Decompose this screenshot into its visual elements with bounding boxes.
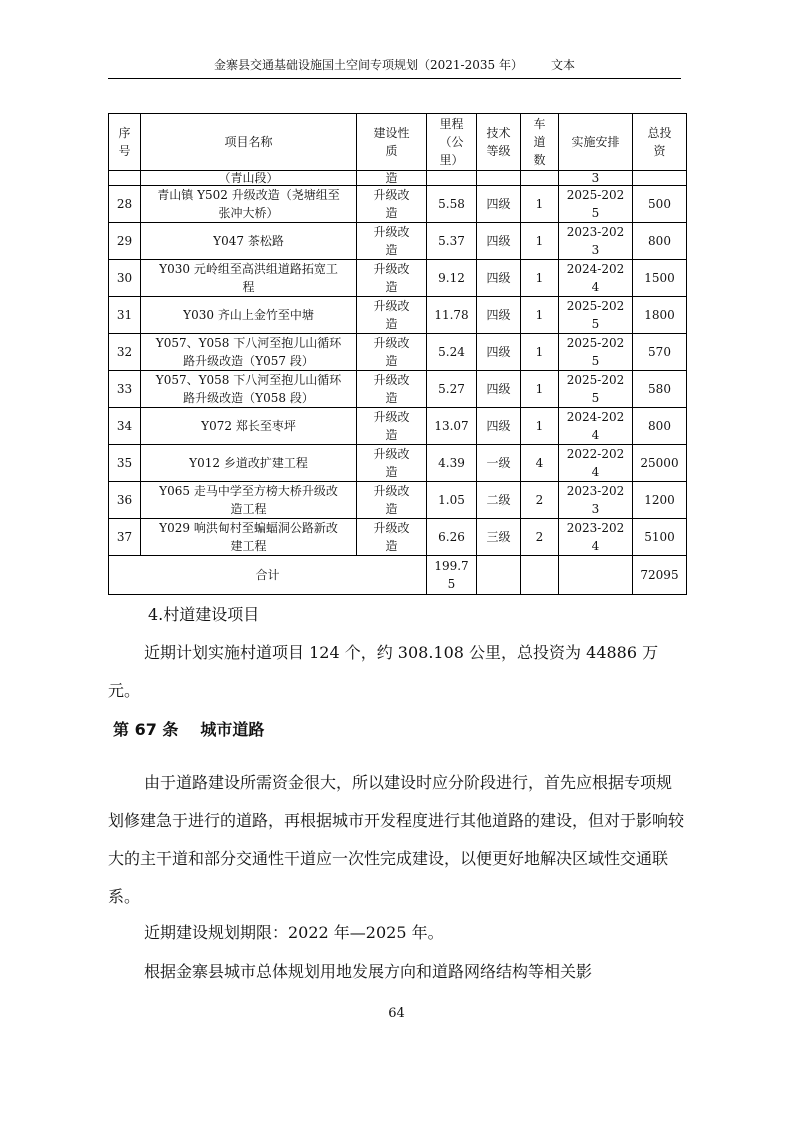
cell-nature: 升级改 造 xyxy=(357,482,427,519)
table-row xyxy=(109,223,687,260)
cell-grade: 四级 xyxy=(477,186,521,223)
table-row-continuation xyxy=(109,171,687,186)
cell-lanes: 1 xyxy=(521,260,559,297)
total-empty-schedule xyxy=(559,556,633,595)
paragraph-development-direction: 根据金寨县城市总体规划用地发展方向和道路网络结构等相关影 xyxy=(144,962,593,981)
cell-grade: 四级 xyxy=(477,408,521,445)
cell-grade: 四级 xyxy=(477,260,521,297)
cell-name: Y072 郑长至枣坪 xyxy=(141,408,357,445)
cell-grade: 一级 xyxy=(477,445,521,482)
cell-name: （青山段） xyxy=(141,171,357,186)
article-heading xyxy=(113,717,264,740)
table-row xyxy=(109,297,687,334)
cell-investment: 570 xyxy=(633,334,687,371)
cell-no: 34 xyxy=(109,408,141,445)
cell-no: 30 xyxy=(109,260,141,297)
cell-mileage: 5.37 xyxy=(427,223,477,260)
column-header-lanes: 车 道 数 xyxy=(521,114,559,171)
cell-mileage: 5.58 xyxy=(427,186,477,223)
cell-investment: 500 xyxy=(633,186,687,223)
table-row xyxy=(109,334,687,371)
cell-no: 31 xyxy=(109,297,141,334)
total-label: 合计 xyxy=(109,556,427,595)
cell-name: Y012 乡道改扩建工程 xyxy=(141,445,357,482)
column-header-grade: 技术 等级 xyxy=(477,114,521,171)
table-row xyxy=(109,260,687,297)
cell-lanes: 1 xyxy=(521,297,559,334)
cell-schedule: 2023-202 3 xyxy=(559,482,633,519)
section-subheading: 4.村道建设项目 xyxy=(148,605,260,624)
page-number: 64 xyxy=(388,1006,405,1021)
cell-name: Y065 走马中学至方榜大桥升级改 造工程 xyxy=(141,482,357,519)
table-total-row xyxy=(109,556,687,595)
cell-schedule: 2022-202 4 xyxy=(559,445,633,482)
column-header-investment: 总投 资 xyxy=(633,114,687,171)
cell-nature: 升级改 造 xyxy=(357,334,427,371)
document-title: 金寨县交通基础设施国土空间专项规划（2021-2035 年） xyxy=(214,58,523,72)
cell-nature: 升级改 造 xyxy=(357,519,427,556)
cell-mileage: 9.12 xyxy=(427,260,477,297)
total-empty-grade xyxy=(477,556,521,595)
cell-schedule: 2025-202 5 xyxy=(559,334,633,371)
column-header-mileage: 里程 （公 里） xyxy=(427,114,477,171)
cell-lanes: 1 xyxy=(521,408,559,445)
cell-name: Y029 响洪甸村至蝙蝠洞公路新改 建工程 xyxy=(141,519,357,556)
cell-investment: 800 xyxy=(633,408,687,445)
cell-nature: 造 xyxy=(357,171,427,186)
cell-investment: 800 xyxy=(633,223,687,260)
column-header-nature: 建设性 质 xyxy=(357,114,427,171)
page-header xyxy=(108,56,681,79)
cell-lanes: 2 xyxy=(521,519,559,556)
cell-schedule: 2023-202 3 xyxy=(559,223,633,260)
cell-mileage: 5.24 xyxy=(427,334,477,371)
column-header-name: 项目名称 xyxy=(141,114,357,171)
cell-no xyxy=(109,171,141,186)
cell-no: 36 xyxy=(109,482,141,519)
column-header-schedule: 实施安排 xyxy=(559,114,633,171)
cell-investment: 5100 xyxy=(633,519,687,556)
cell-lanes: 4 xyxy=(521,445,559,482)
cell-name: Y030 齐山上金竹至中塘 xyxy=(141,297,357,334)
cell-nature: 升级改 造 xyxy=(357,297,427,334)
cell-name: Y057、Y058 下八河至抱儿山循环 路升级改造（Y058 段） xyxy=(141,371,357,408)
cell-lanes: 1 xyxy=(521,223,559,260)
cell-grade xyxy=(477,171,521,186)
cell-grade: 四级 xyxy=(477,223,521,260)
table-row xyxy=(109,186,687,223)
cell-schedule: 2024-202 4 xyxy=(559,260,633,297)
cell-investment: 1200 xyxy=(633,482,687,519)
cell-mileage: 13.07 xyxy=(427,408,477,445)
cell-mileage: 5.27 xyxy=(427,371,477,408)
table-row xyxy=(109,519,687,556)
cell-no: 32 xyxy=(109,334,141,371)
paragraph-construction-phases: 由于道路建设所需资金很大，所以建设时应分阶段进行，首先应根据专项规划修建急于进行的道路，再根据城市开发程度进行其他道路的建设，但对于影响较大的主干道和部分交通性干道应一次性完成建设，以便更好地解决区域性交通联系。 xyxy=(108,773,685,906)
cell-investment xyxy=(633,171,687,186)
cell-schedule: 2024-202 4 xyxy=(559,408,633,445)
cell-mileage: 11.78 xyxy=(427,297,477,334)
cell-name: Y030 元岭组至高洪组道路拓宽工 程 xyxy=(141,260,357,297)
table-row xyxy=(109,408,687,445)
cell-schedule: 3 xyxy=(559,171,633,186)
cell-name: Y057、Y058 下八河至抱儿山循环 路升级改造（Y057 段） xyxy=(141,334,357,371)
total-empty-lanes xyxy=(521,556,559,595)
table-row xyxy=(109,371,687,408)
cell-investment: 1800 xyxy=(633,297,687,334)
article-number: 第 67 条 xyxy=(113,720,179,739)
cell-investment: 580 xyxy=(633,371,687,408)
cell-nature: 升级改 造 xyxy=(357,408,427,445)
paragraph-planning-period: 近期建设规划期限：2022 年—2025 年。 xyxy=(144,923,444,942)
cell-no: 35 xyxy=(109,445,141,482)
column-header-no: 序 号 xyxy=(109,114,141,171)
cell-no: 29 xyxy=(109,223,141,260)
paragraph-village-roads: 近期计划实施村道项目 124 个，约 308.108 公里，总投资为 44886 万元。 xyxy=(108,643,659,700)
document-type: 文本 xyxy=(550,58,575,72)
cell-lanes xyxy=(521,171,559,186)
article-title: 城市道路 xyxy=(200,720,265,739)
cell-nature: 升级改 造 xyxy=(357,186,427,223)
cell-nature: 升级改 造 xyxy=(357,223,427,260)
cell-grade: 四级 xyxy=(477,334,521,371)
cell-no: 37 xyxy=(109,519,141,556)
cell-grade: 四级 xyxy=(477,297,521,334)
cell-schedule: 2025-202 5 xyxy=(559,371,633,408)
cell-name: 青山镇 Y502 升级改造（尧塘组至 张冲大桥） xyxy=(141,186,357,223)
cell-no: 28 xyxy=(109,186,141,223)
cell-grade: 二级 xyxy=(477,482,521,519)
project-table xyxy=(108,113,687,595)
table-row xyxy=(109,482,687,519)
cell-lanes: 1 xyxy=(521,334,559,371)
cell-schedule: 2025-202 5 xyxy=(559,297,633,334)
table-row xyxy=(109,445,687,482)
cell-mileage xyxy=(427,171,477,186)
cell-schedule: 2023-202 4 xyxy=(559,519,633,556)
total-mileage: 199.7 5 xyxy=(427,556,477,595)
cell-investment: 25000 xyxy=(633,445,687,482)
total-investment: 72095 xyxy=(633,556,687,595)
cell-lanes: 1 xyxy=(521,186,559,223)
cell-lanes: 2 xyxy=(521,482,559,519)
cell-mileage: 6.26 xyxy=(427,519,477,556)
cell-lanes: 1 xyxy=(521,371,559,408)
cell-nature: 升级改 造 xyxy=(357,371,427,408)
cell-investment: 1500 xyxy=(633,260,687,297)
cell-grade: 四级 xyxy=(477,371,521,408)
cell-mileage: 1.05 xyxy=(427,482,477,519)
cell-mileage: 4.39 xyxy=(427,445,477,482)
cell-nature: 升级改 造 xyxy=(357,445,427,482)
cell-nature: 升级改 造 xyxy=(357,260,427,297)
cell-no: 33 xyxy=(109,371,141,408)
cell-grade: 三级 xyxy=(477,519,521,556)
cell-name: Y047 茶松路 xyxy=(141,223,357,260)
table-header-row xyxy=(109,114,687,171)
cell-schedule: 2025-202 5 xyxy=(559,186,633,223)
